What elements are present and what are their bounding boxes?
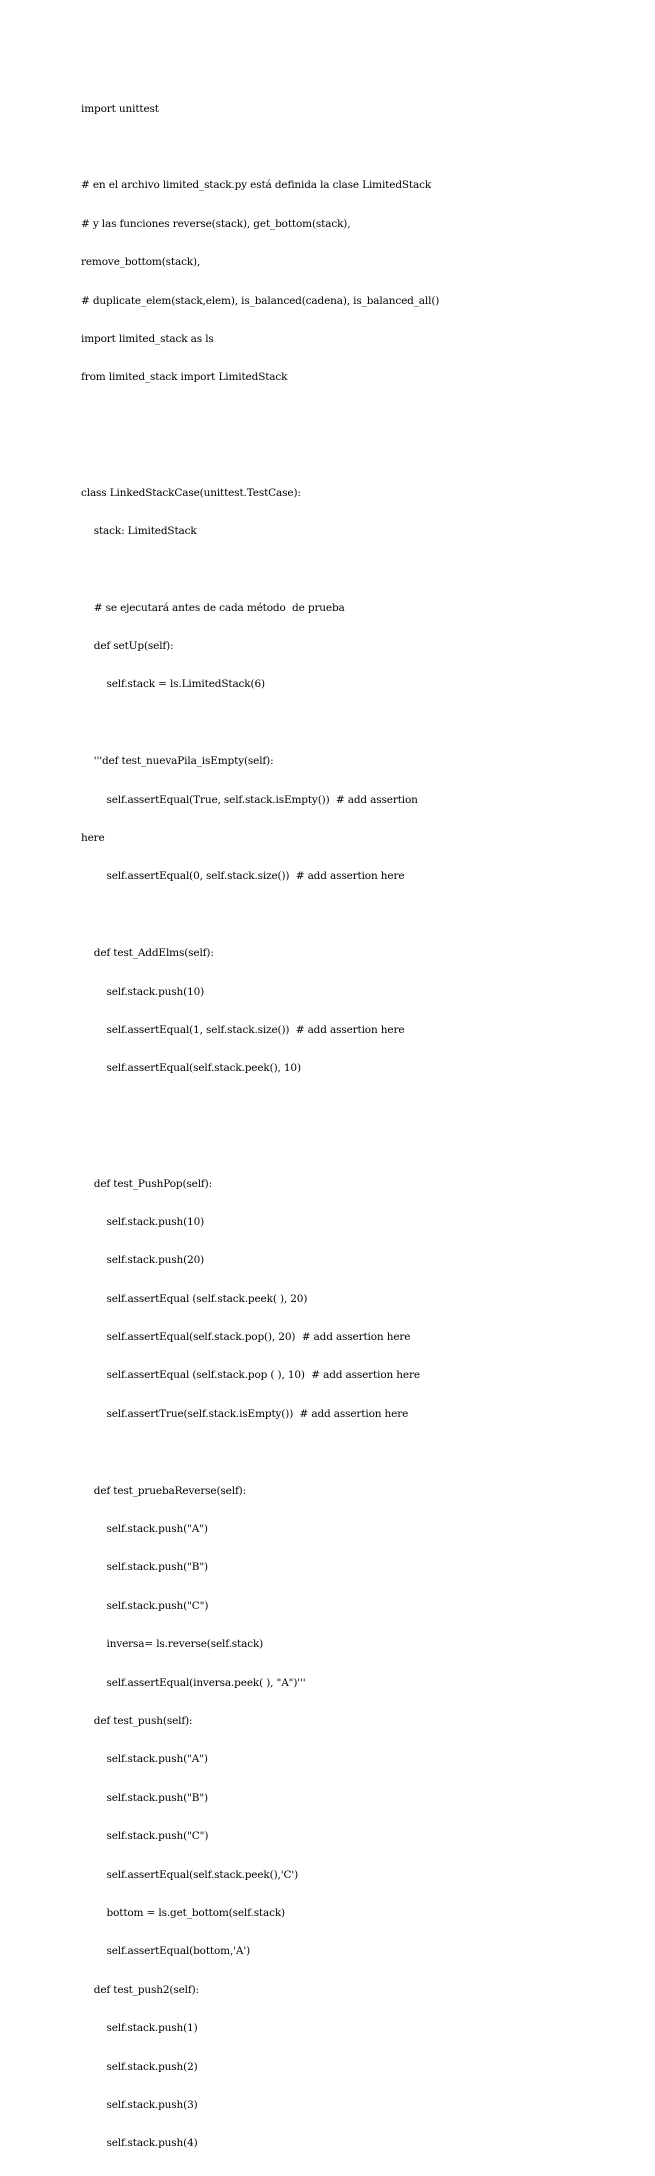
- code-listing: [81, 77, 439, 2176]
- code-line: self.assertEqual(0, self.stack.size()) # add assertion here: [81, 870, 405, 883]
- code-line: self.assertEqual(self.stack.peek(),'C'): [81, 1868, 299, 1881]
- code-line: self.stack.push("B"): [81, 1561, 208, 1574]
- code-line: self.stack.push("A"): [81, 1523, 208, 1536]
- code-line: stack: LimitedStack: [81, 524, 197, 537]
- code-line: self.assertEqual(self.stack.peek(), 10): [81, 1062, 301, 1075]
- code-line: self.assertEqual (self.stack.peek( ), 20): [81, 1292, 308, 1305]
- code-line: # se ejecutará antes de cada método de prueba: [81, 601, 345, 614]
- code-line: class LinkedStackCase(unittest.TestCase):: [81, 486, 301, 499]
- code-line: '''def test_nuevaPila_isEmpty(self):: [81, 755, 274, 768]
- code-line: # en el archivo limited_stack.py está definida la clase LimitedStack: [81, 179, 432, 192]
- code-line: remove_bottom(stack),: [81, 256, 201, 269]
- code-line: self.stack.push(20): [81, 1254, 205, 1267]
- code-line: self.assertEqual (self.stack.pop ( ), 10) # add assertion here: [81, 1369, 420, 1382]
- code-line: self.assertEqual(inversa.peek( ), "A")''': [81, 1676, 306, 1689]
- code-line: [81, 909, 439, 922]
- code-line: self.stack.push("C"): [81, 1599, 209, 1612]
- code-line: import unittest: [81, 102, 159, 115]
- code-line: self.stack.push(3): [81, 2098, 198, 2111]
- code-line: self.stack.push(10): [81, 985, 205, 998]
- code-line: self.stack.push("B"): [81, 1791, 208, 1804]
- code-line: import limited_stack as ls: [81, 332, 214, 345]
- code-line: bottom = ls.get_bottom(self.stack): [81, 1906, 285, 1919]
- code-line: [81, 563, 439, 576]
- code-line: def test_pruebaReverse(self):: [81, 1484, 247, 1497]
- code-line: [81, 448, 439, 461]
- code-line: here: [81, 832, 105, 845]
- code-line: self.stack = ls.LimitedStack(6): [81, 678, 265, 691]
- code-line: [81, 141, 439, 154]
- code-line: # duplicate_elem(stack,elem), is_balanced(cadena), is_balanced_all(): [81, 294, 440, 307]
- code-line: def setUp(self):: [81, 640, 174, 653]
- code-line: def test_push(self):: [81, 1715, 193, 1727]
- code-line: def test_AddElms(self):: [81, 947, 214, 960]
- code-line: self.assertEqual(1, self.stack.size()) # add assertion here: [81, 1023, 405, 1036]
- code-line: self.stack.push(2): [81, 2060, 198, 2073]
- code-line: self.assertEqual(bottom,'A'): [81, 1945, 251, 1958]
- code-line: self.assertEqual(True, self.stack.isEmpty()) # add assertion: [81, 793, 418, 806]
- code-line: # y las funciones reverse(stack), get_bottom(stack),: [81, 217, 351, 230]
- code-line: def test_push2(self):: [81, 1983, 199, 1996]
- code-line: self.stack.push(4): [81, 2137, 198, 2150]
- code-line: self.assertTrue(self.stack.isEmpty()) # add assertion here: [81, 1407, 409, 1420]
- code-line: [81, 717, 439, 730]
- code-line: [81, 1139, 439, 1152]
- code-line: self.stack.push(1): [81, 2022, 198, 2035]
- code-line: [81, 410, 439, 423]
- code-line: inversa= ls.reverse(self.stack): [81, 1638, 264, 1651]
- code-line: self.stack.push("C"): [81, 1830, 209, 1843]
- code-line: self.assertEqual(self.stack.pop(), 20) # add assertion here: [81, 1331, 411, 1344]
- code-line: self.stack.push(10): [81, 1215, 205, 1228]
- code-line: def test_PushPop(self):: [81, 1177, 212, 1190]
- code-line: [81, 1446, 439, 1459]
- code-line: self.stack.push("A"): [81, 1753, 208, 1766]
- code-line: [81, 1101, 439, 1114]
- code-line: from limited_stack import LimitedStack: [81, 371, 288, 384]
